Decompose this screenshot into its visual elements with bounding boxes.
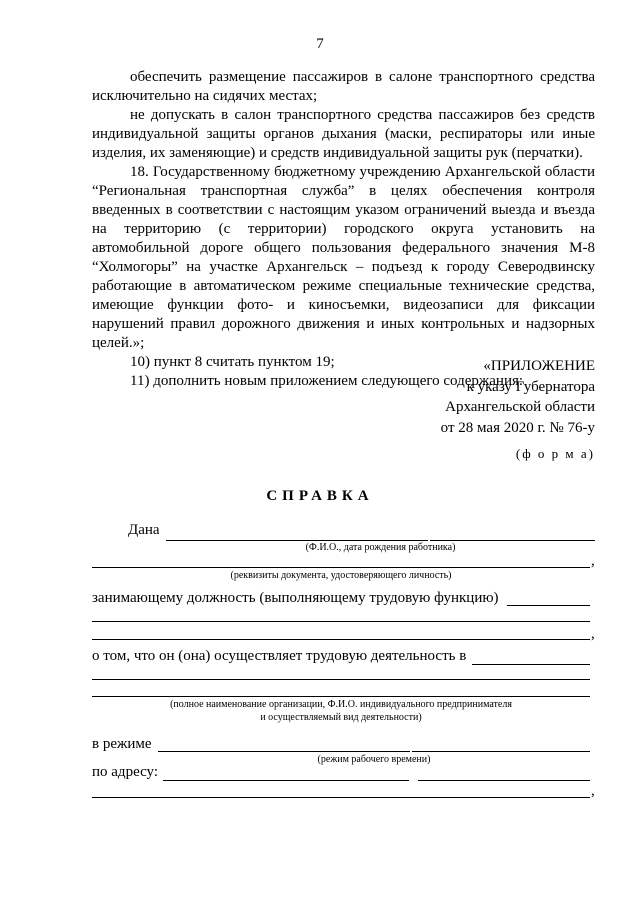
mode-blank-1[interactable] [158, 751, 410, 752]
appendix-line-3: Архангельской области [445, 399, 595, 415]
address-blank-3[interactable] [92, 797, 590, 798]
organization-blank-3[interactable] [92, 696, 590, 697]
caption-organization-2: и осуществляемый вид деятельности) [260, 712, 422, 723]
caption-document: (реквизиты документа, удостоверяющего личность) [230, 570, 452, 581]
paragraph-18: 18. Государственному бюджетному учреждению Архангельской области “Региональная транспортная служба” в целях обеспечения контроля введенных в соответствии с настоящим указом ограничений выезда и въезда на территорию (с территории) городского округа установить на автомобильной дороге общего пользования федерального значения М-8 “Холмогоры” на участке Архангельск – подъезд к городу Северодвинску работающие в автоматическом режиме специальные технические средства, имеющие функции фото- и киносъемки, видеозаписи для фиксации нарушений правил дорожного движения и иных контрольных и надзорных целей.»; [92, 164, 595, 351]
caption-organization-1: (полное наименование организации, Ф.И.О. индивидуального предпринимателя [170, 699, 512, 710]
appendix-line-1: «ПРИЛОЖЕНИЕ [483, 358, 595, 374]
appendix-header [441, 356, 595, 438]
organization-blank-1[interactable] [472, 664, 590, 665]
page-number: 7 [316, 36, 324, 52]
mode-blank-2[interactable] [412, 751, 590, 752]
document-blank[interactable] [92, 567, 590, 568]
position-blank-1[interactable] [507, 605, 590, 606]
mode-label: в режиме [92, 736, 152, 752]
decree-text [92, 68, 595, 391]
fio-blank-1[interactable] [166, 540, 428, 541]
position-blank-2[interactable] [92, 621, 590, 622]
comma-3: , [591, 783, 595, 799]
paragraph-protection: не допускать в салон транспортного средства пассажиров без средств индивидуальной защиты органов дыхания (маски, респираторы или иные изделия, их заменяющие) и средств индивидуальной защиты рук (перчатки). [92, 107, 595, 161]
caption-fio: (Ф.И.О., дата рождения работника) [305, 542, 456, 553]
comma-1: , [591, 553, 595, 569]
activity-label: о том, что он (она) осуществляет трудовую деятельность в [92, 648, 467, 664]
address-label: по адресу: [92, 764, 159, 780]
position-blank-3[interactable] [92, 639, 590, 640]
appendix-line-2: к указу Губернатора [466, 378, 595, 395]
address-blank-1[interactable] [163, 780, 409, 781]
document-title: СПРАВКА [266, 488, 374, 504]
organization-blank-2[interactable] [92, 679, 590, 680]
address-blank-2[interactable] [418, 780, 590, 781]
form-marker: (ф о р м а) [515, 446, 595, 461]
caption-mode: (режим рабочего времени) [317, 754, 431, 765]
comma-2: , [591, 626, 595, 642]
paragraph-11: 11) дополнить новым приложением следующего содержания: [130, 373, 524, 389]
fio-blank-2[interactable] [430, 540, 595, 541]
paragraph-seating: обеспечить размещение пассажиров в салоне транспортного средства исключительно на сидячих местах; [92, 69, 595, 104]
position-label: занимающему должность (выполняющему трудовую функцию) [92, 590, 499, 606]
paragraph-10: 10) пункт 8 считать пунктом 19; [130, 354, 335, 370]
given-label: Дана [128, 522, 160, 538]
appendix-line-4: от 28 мая 2020 г. № 76-у [440, 419, 595, 436]
